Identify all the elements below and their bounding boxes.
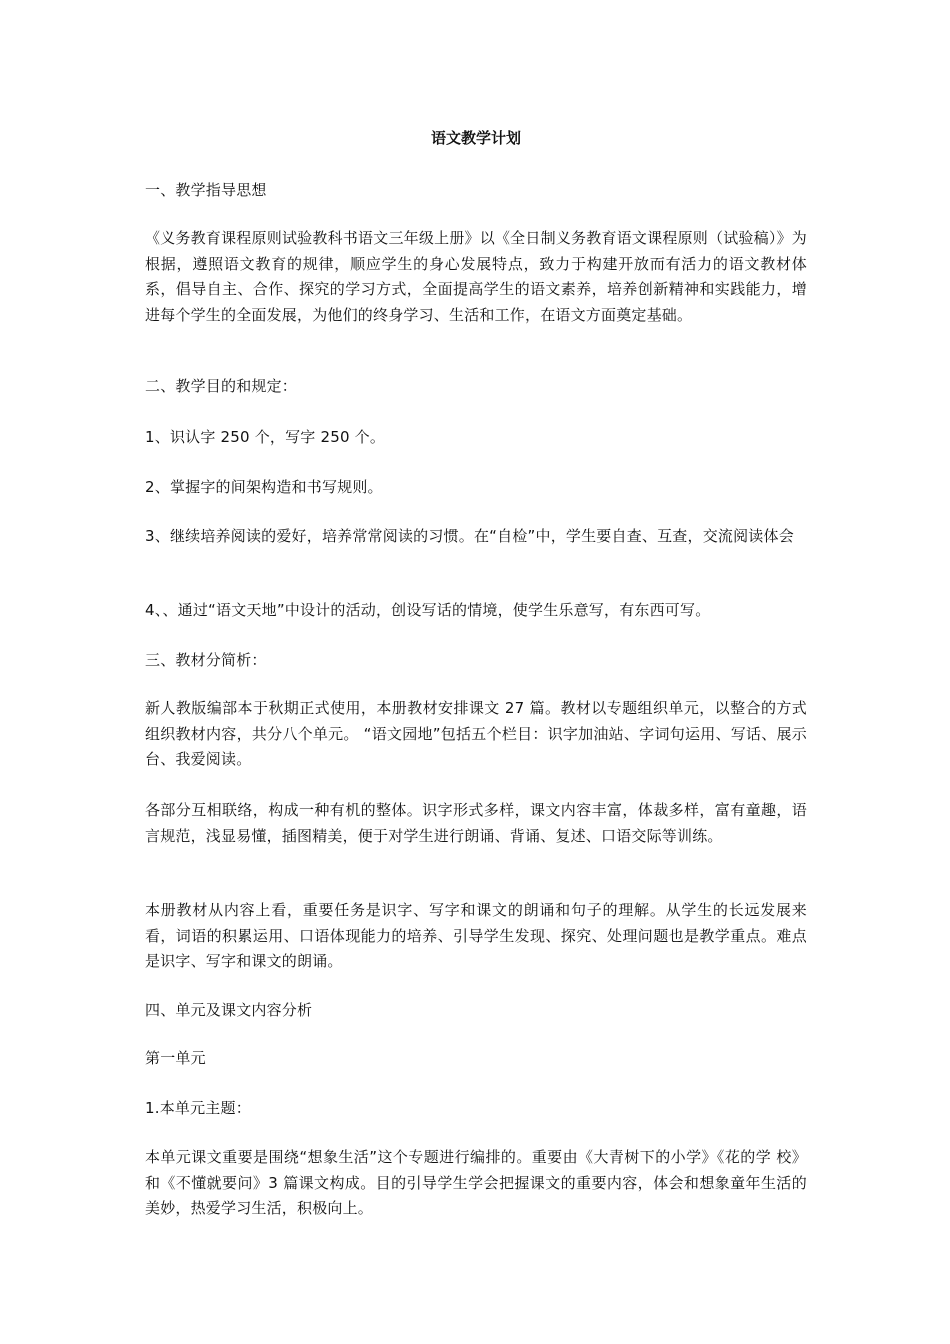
- goal-item-3: 3、继续培养阅读的爱好，培养常常阅读的习惯。在“自检”中，学生要自查、互查，交流阅读体会: [145, 527, 794, 545]
- heading-textbook-analysis: 三、教材分简析：: [145, 651, 267, 669]
- paragraph-unit-one-body: 本单元课文重要是围绕“想象生活”这个专题进行编排的。重要由《大青树下的小学》《花的学 校》和《不懂就要问》3 篇课文构成。目的引导学生学会把握课文的重要内容，体会和想象童年生活的美妙，热爱学习生活，积极向上。: [145, 1148, 807, 1217]
- paragraph-textbook-features: 各部分互相联络，构成一种有机的整体。识字形式多样，课文内容丰富，体裁多样，富有童趣，语言规范，浅显易懂，插图精美，便于对学生进行朗诵、背诵、复述、口语交际等训练。: [145, 801, 807, 845]
- document-page: [145, 0, 807, 1344]
- heading-teaching-philosophy: 一、教学指导思想: [145, 181, 267, 199]
- paragraph-textbook-overview: 新人教版编部本于秋期正式使用，本册教材安排课文 27 篇。教材以专题组织单元，以整合的方式组织教材内容，共分八个单元。 “语文园地”包括五个栏目：识字加油站、字词句运用、写话、展示台、我爱阅读。: [145, 699, 807, 768]
- paragraph-textbook-focus: 本册教材从内容上看，重要任务是识字、写字和课文的朗诵和句子的理解。从学生的长远发展来看，词语的积累运用、口语体现能力的培养、引导学生发现、探究、处理问题也是教学重点。难点是识字、写字和课文的朗诵。: [145, 901, 807, 970]
- goal-item-4: 4、、通过“语文天地”中设计的活动，创设写话的情境，使学生乐意写，有东西可写。: [145, 601, 711, 619]
- heading-teaching-goals: 二、教学目的和规定：: [145, 377, 298, 395]
- heading-unit-analysis: 四、单元及课文内容分析: [145, 1001, 313, 1019]
- heading-unit-one: 第一单元: [145, 1049, 206, 1067]
- paragraph-philosophy-body: 《义务教育课程原则试验教科书语文三年级上册》以《全日制义务教育语文课程原则（试验稿）》为根据，遵照语文教育的规律，顺应学生的身心发展特点，致力于构建开放而有活力的语文教材体系，倡导自主、合作、探究的学习方式，全面提高学生的语文素养，培养创新精神和实践能力，增进每个学生的全面发展，为他们的终身学习、生活和工作，在语文方面奠定基础。: [145, 229, 807, 324]
- goal-item-2: 2、掌握字的间架构造和书写规则。: [145, 478, 383, 496]
- goal-item-1: 1、识认字 250 个，写字 250 个。: [145, 428, 386, 446]
- document-title: 语文教学计划: [430, 129, 521, 147]
- heading-unit-theme: 1.本单元主题：: [145, 1099, 251, 1117]
